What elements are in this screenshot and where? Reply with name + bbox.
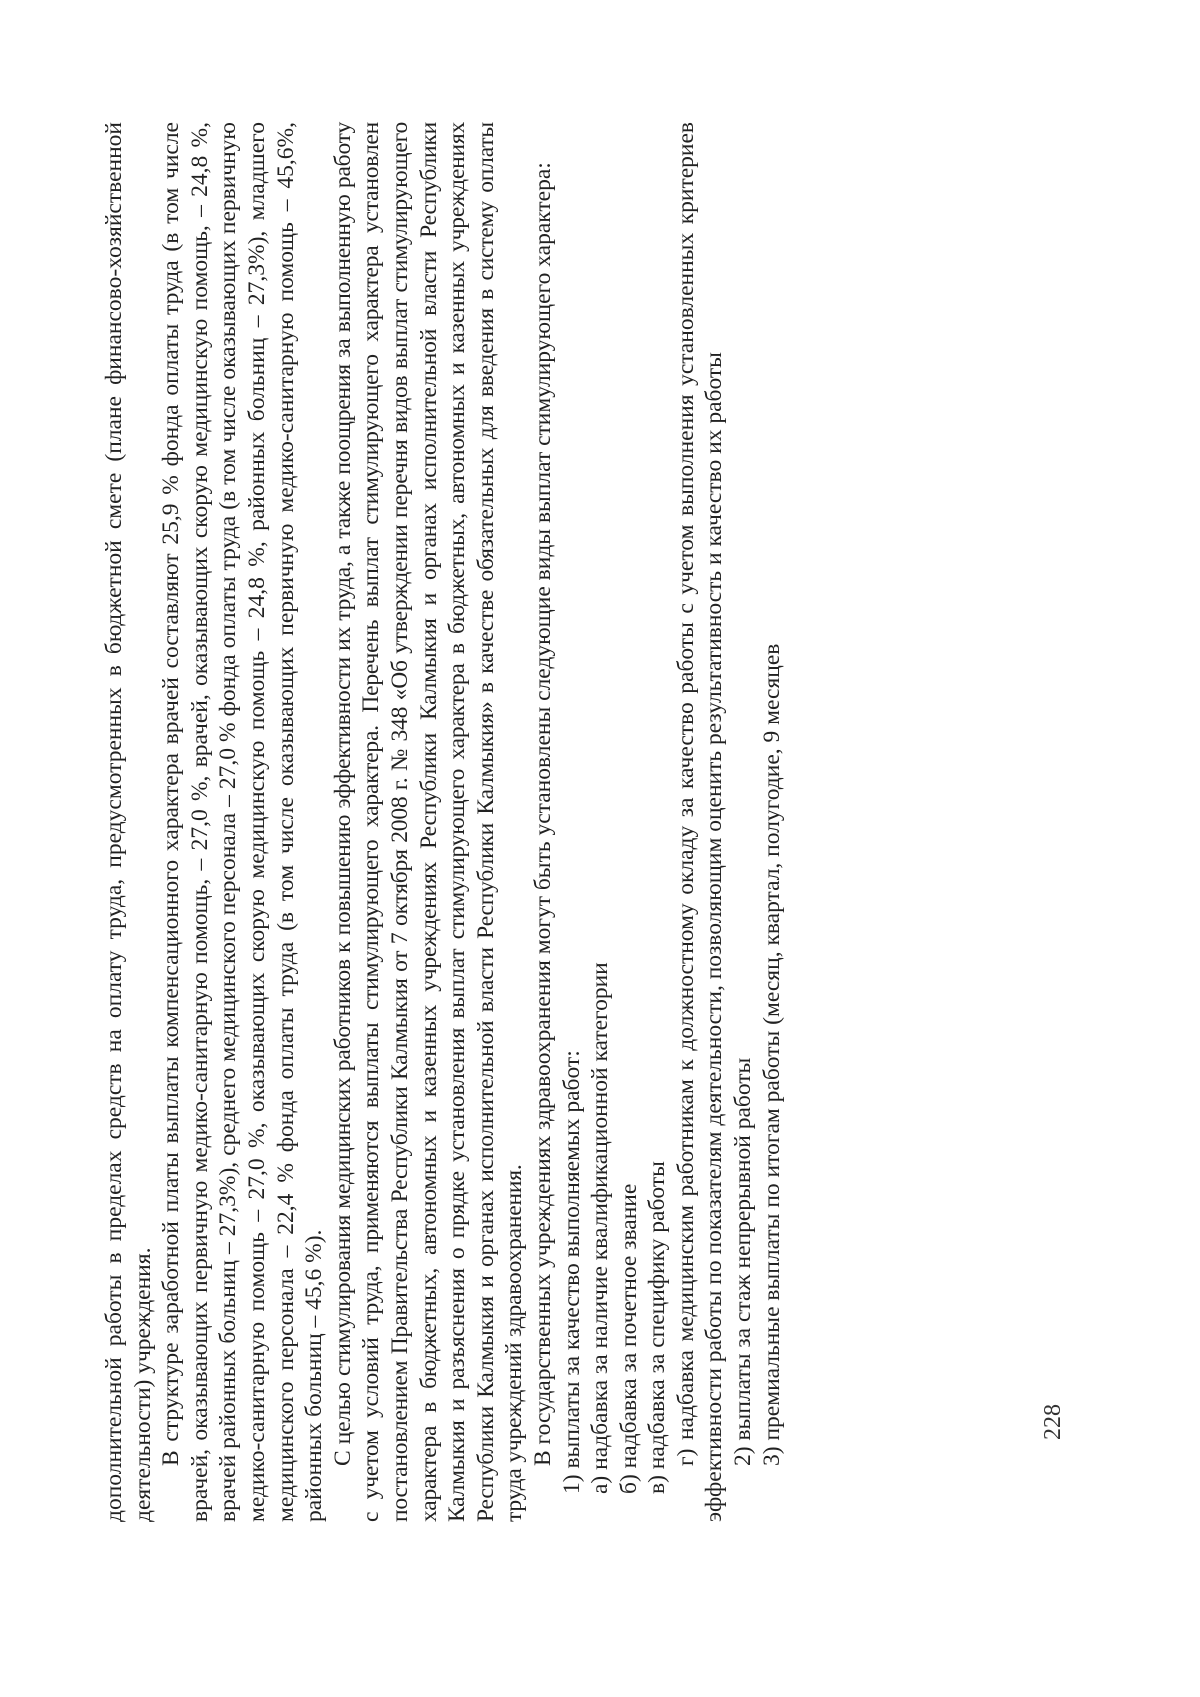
document-body — [100, 122, 900, 1522]
list-item-3: 3) премиальные выплаты по итогам работы (месяц, квартал, полугодие, 9 месяцев — [758, 643, 785, 1466]
list-item-2: 2) выплаты за стаж непрерывной работы — [730, 1057, 757, 1466]
page-number: 228 — [1040, 1404, 1066, 1440]
list-item-1c: в) надбавка за специфику работы — [644, 1161, 671, 1494]
list-item-1d: г) надбавка медицинским работникам к должностному окладу за качество работы с учетом выполнения установленных критериев эффективности работы по показателям деятельности, позволяющим оценить результативность и качество их работы — [672, 122, 728, 1522]
paragraph-compensation-structure: В структуре заработной платы выплаты компенсационного характера врачей составляют 25,9 % фонда оплаты труда (в том числе врачей, оказывающих первичную медико-санитарную помощь, – 27,0 %, врачей, оказывающих скорую медицинскую помощь, – 24,8 %, врачей районных больниц – 27,3%), среднего медицинского персонала – 27,0 % фонда оплаты труда (в том числе оказывающих первичную медико-санитарную помощь – 27,0 %, оказывающих скорую медицинскую помощь – 24,8 %, районных больниц – 27,3%), младшего медицинского персонала – 22,4 % фонда оплаты труда (в том числе оказывающих первичную медико-санитарную помощь – 45,6%, районных больниц – 45,6 %). — [158, 122, 328, 1522]
paragraph-payment-types-intro: В государственных учреждениях здравоохранения могут быть установлены следующие виды выплат стимулирующего характера: — [529, 162, 556, 1466]
paragraph-stimulating-payments: С целью стимулирования медицинских работников к повышению эффективности их труда, а также поощрения за выполненную работу с учетом условий труда, применяются выплаты стимулирующего характера. Перечень выплат стимулирующего характера установлен постановлением Правительства Республики Калмыкия от 7 октября 2008 г. № 348 «Об утверждении перечня видов выплат стимулирующего характера в бюджетных, автономных и казенных учреждениях Республики Калмыкия и органах исполнительной власти Республики Калмыкия и разъяснения о прядке установления выплат стимулирующего характера в бюджетных, автономных и казенных учреждениях Республики Калмыкия и органах исполнительной власти Республики Калмыкия» в качестве обязательных для введения в систему оплаты труда учреждений здравоохранения. — [329, 122, 528, 1522]
paragraph-continuation: дополнительной работы в пределах средств на оплату труда, предусмотренных в бюджетной смете (плане финансово-хозяйственной деятельности) учреждения. — [101, 122, 156, 1522]
list-item-1a: а) надбавка за наличие квалификационной категории — [587, 962, 614, 1494]
list-item-1b: б) надбавка за почетное звание — [615, 1183, 642, 1494]
list-item-1: 1) выплаты за качество выполняемых работ: — [558, 1050, 585, 1494]
